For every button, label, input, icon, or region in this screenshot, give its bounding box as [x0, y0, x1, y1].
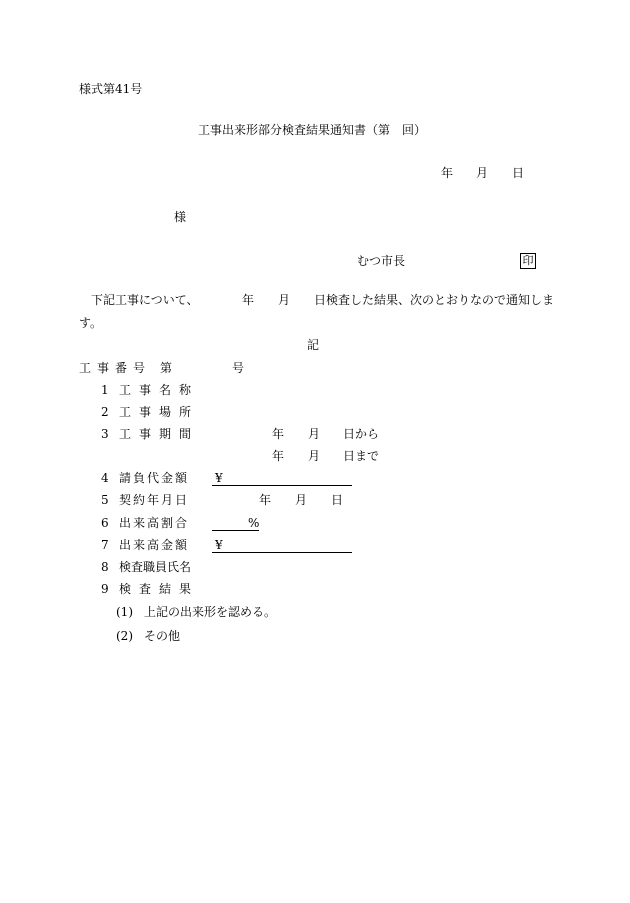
item-6-number: 6	[101, 516, 109, 530]
addressee-suffix: 様	[174, 210, 187, 224]
contract-amount-yen: ¥	[215, 471, 223, 485]
item-4-number: 4	[101, 471, 109, 485]
construction-no-dai: 第	[160, 361, 173, 375]
item-2-label: 工事場所	[119, 405, 200, 419]
item-9-number: 9	[101, 582, 109, 596]
progress-ratio-underline	[212, 530, 259, 531]
date-day: 日	[512, 166, 525, 180]
document-title: 工事出来形部分検査結果通知書（第 回）	[198, 123, 427, 137]
seal-mark: 印	[520, 253, 536, 269]
item-5-number: 5	[101, 493, 109, 507]
item-7-number: 7	[101, 538, 109, 552]
intro-text-b: 日検査した結果、次のとおりなので通知しま	[314, 293, 555, 307]
item-6-label: 出来高割合	[119, 516, 190, 530]
contract-day: 日	[331, 493, 344, 507]
item-3-number: 3	[101, 427, 109, 441]
intro-year: 年	[242, 293, 255, 307]
contract-month: 月	[295, 493, 308, 507]
progress-amount-underline	[212, 552, 352, 553]
result-2-text: その他	[144, 629, 181, 643]
item-1-label: 工事名称	[119, 383, 200, 397]
period-start-tail: 日から	[343, 427, 380, 441]
result-1-text: 上記の出来形を認める。	[144, 605, 277, 619]
item-1-number: 1	[101, 383, 109, 397]
item-4-label: 請負代金額	[119, 471, 190, 485]
issuer-name: むつ市長	[357, 254, 406, 268]
progress-amount-yen: ¥	[215, 538, 223, 552]
item-8-label: 検査職員氏名	[119, 560, 192, 574]
contract-amount-underline	[212, 485, 352, 486]
heading-ki: 記	[307, 338, 320, 352]
item-9-label: 検査結果	[119, 582, 200, 596]
item-5-label: 契約年月日	[119, 493, 190, 507]
item-7-label: 出来高金額	[119, 538, 190, 552]
item-8-number: 8	[101, 560, 109, 574]
period-end-month: 月	[308, 449, 321, 463]
form-number: 様式第41号	[79, 82, 143, 96]
date-month: 月	[476, 166, 489, 180]
date-year: 年	[441, 166, 454, 180]
period-end-tail: 日まで	[343, 449, 380, 463]
item-3-label: 工事期間	[119, 427, 200, 441]
period-start-year: 年	[272, 427, 285, 441]
construction-no-label: 工事番号	[79, 361, 152, 375]
period-end-year: 年	[272, 449, 285, 463]
contract-year: 年	[259, 493, 272, 507]
period-start-month: 月	[308, 427, 321, 441]
result-1-number: (1)	[116, 605, 133, 619]
result-2-number: (2)	[116, 629, 133, 643]
progress-ratio-percent: %	[248, 516, 260, 530]
intro-text-c: す。	[79, 316, 103, 330]
item-2-number: 2	[101, 405, 109, 419]
intro-month: 月	[278, 293, 291, 307]
intro-text-a: 下記工事について、	[91, 293, 199, 307]
construction-no-go: 号	[232, 361, 245, 375]
